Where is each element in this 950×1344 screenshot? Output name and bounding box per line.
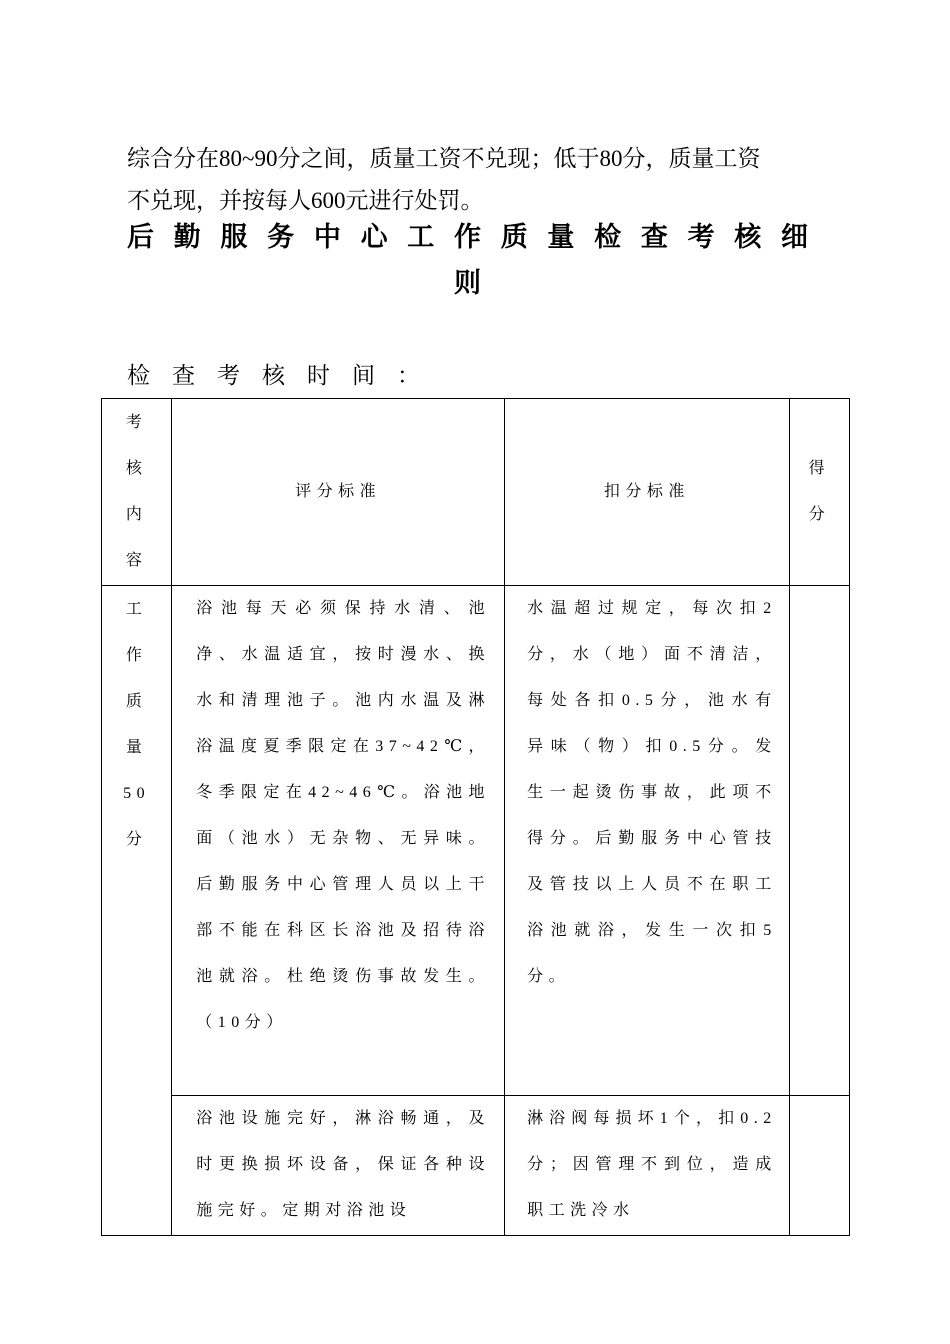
section-label-char: 量 (125, 739, 148, 756)
header-score-char: 得 (808, 460, 831, 477)
deduction-cell: 水温超过规定，每次扣2分，水（地）面不清洁，每处各扣0.5分，池水有异味（物）扣0.5分。发生一起烫伤事故，此项不得分。后勤服务中心管技及管技以上人员不在职工浴池就浴，发生一次扣5分。 (505, 586, 790, 1096)
header-content-char: 核 (125, 460, 148, 477)
intro-paragraph (127, 138, 847, 222)
assessment-table (101, 398, 850, 1236)
header-scoring: 评分标准 (172, 399, 505, 586)
table-header-row (102, 399, 850, 586)
header-content (102, 399, 172, 586)
score-cell[interactable] (789, 586, 849, 1096)
intro-line-2: 不兑现，并按每人600元进行处罚。 (127, 188, 484, 213)
score-cell[interactable] (789, 1096, 849, 1236)
scoring-cell: 浴池每天必须保持水清、池净、水温适宜，按时漫水、换水和清理池子。池内水温及淋浴温度夏季限定在37~42℃，冬季限定在42~46℃。浴池地面（池水）无杂物、无异味。后勤服务中心管理人员以上干部不能在科区长浴池及招待浴池就浴。杜绝烫伤事故发生。（10分） (172, 586, 505, 1096)
header-score-char: 分 (808, 506, 831, 523)
section-label-char: 作 (125, 647, 148, 664)
section-label-char: 工 (125, 601, 148, 618)
section-label-char: 分 (125, 831, 148, 848)
header-score (789, 399, 849, 586)
document-title: 后勤服务中心工作质量检查考核细则 (127, 222, 827, 299)
check-time-label: 检查考核时间： (127, 363, 442, 388)
section-label-char: 质 (125, 693, 148, 710)
table-row (102, 586, 850, 1096)
header-deduction: 扣分标准 (505, 399, 790, 586)
scoring-cell: 浴池设施完好，淋浴畅通，及时更换损坏设备，保证各种设施完好。定期对浴池设 (172, 1096, 505, 1236)
header-content-char: 考 (125, 414, 148, 431)
intro-line-1: 综合分在80~90分之间，质量工资不兑现；低于80分，质量工资 (127, 146, 761, 171)
section-label (102, 586, 172, 1236)
header-content-char: 容 (125, 552, 148, 569)
header-content-char: 内 (125, 506, 148, 523)
deduction-cell: 淋浴阀每损坏1个，扣0.2分；因管理不到位，造成职工洗冷水 (505, 1096, 790, 1236)
table-row (102, 1096, 850, 1236)
section-label-char: 50 (123, 785, 151, 802)
